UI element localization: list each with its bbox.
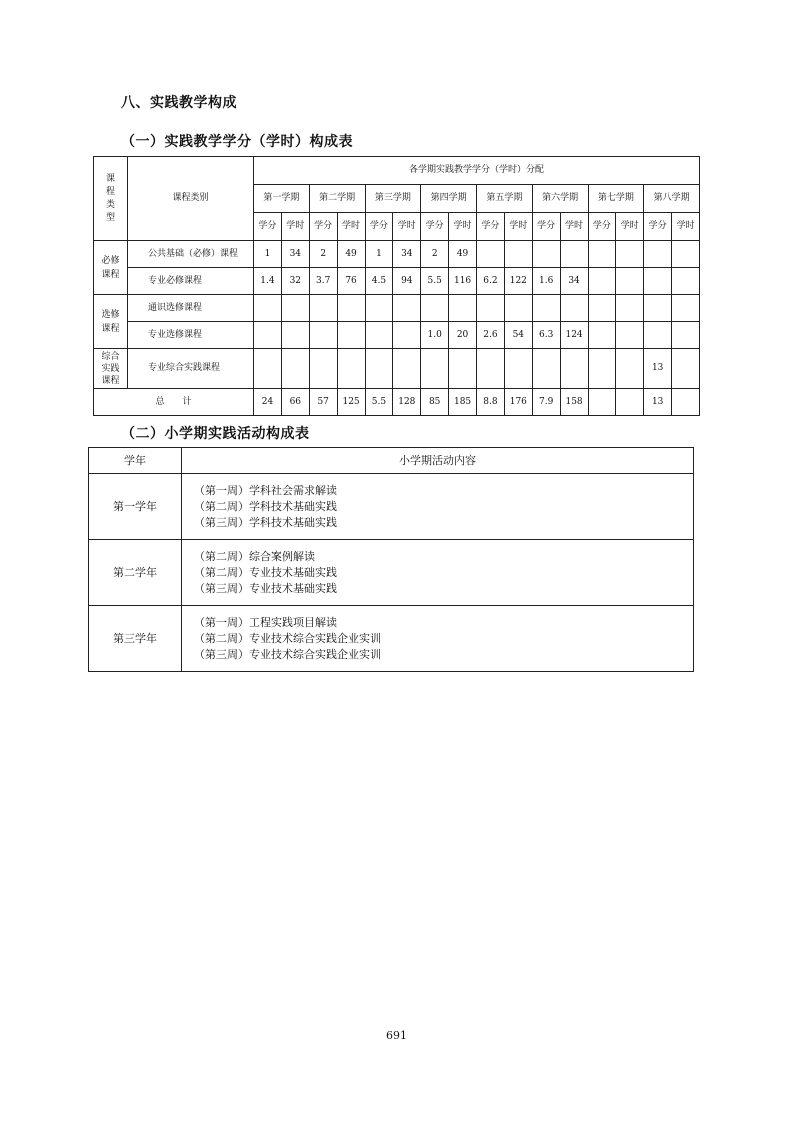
credit-header: 学分 bbox=[588, 213, 616, 241]
header-semester-distribution: 各学期实践教学学分（学时）分配 bbox=[254, 157, 700, 185]
cell bbox=[616, 241, 644, 268]
cell bbox=[588, 389, 616, 416]
activities-cell bbox=[182, 606, 694, 672]
cell: 6.3 bbox=[532, 322, 560, 349]
cell: 1 bbox=[365, 241, 393, 268]
cell bbox=[504, 295, 532, 322]
cell bbox=[393, 349, 421, 389]
year-cell: 第二学年 bbox=[89, 540, 182, 606]
cell: 3.7 bbox=[309, 268, 337, 295]
cell bbox=[532, 349, 560, 389]
cell: 34 bbox=[281, 241, 309, 268]
credit-header: 学分 bbox=[532, 213, 560, 241]
header-course-category: 课程类别 bbox=[128, 157, 254, 241]
cell bbox=[672, 322, 700, 349]
cell: 24 bbox=[254, 389, 282, 416]
cell bbox=[365, 322, 393, 349]
hours-header: 学时 bbox=[616, 213, 644, 241]
header-year: 学年 bbox=[89, 448, 182, 474]
cell bbox=[616, 322, 644, 349]
cell bbox=[365, 295, 393, 322]
cell bbox=[588, 322, 616, 349]
cell: 2 bbox=[309, 241, 337, 268]
cell: 76 bbox=[337, 268, 365, 295]
cell: 116 bbox=[449, 268, 477, 295]
hours-header: 学时 bbox=[449, 213, 477, 241]
table-row bbox=[94, 268, 700, 295]
cell: 5.5 bbox=[421, 268, 449, 295]
cell: 1.0 bbox=[421, 322, 449, 349]
cell bbox=[449, 349, 477, 389]
cell bbox=[560, 349, 588, 389]
table-row bbox=[94, 241, 700, 268]
semester-header: 第四学期 bbox=[421, 185, 477, 213]
semester-header: 第二学期 bbox=[309, 185, 365, 213]
cell bbox=[504, 241, 532, 268]
cell: 32 bbox=[281, 268, 309, 295]
cell bbox=[560, 241, 588, 268]
hours-header: 学时 bbox=[281, 213, 309, 241]
cell: 7.9 bbox=[532, 389, 560, 416]
cell bbox=[616, 268, 644, 295]
table-row bbox=[94, 349, 700, 389]
cell bbox=[504, 349, 532, 389]
year-cell: 第三学年 bbox=[89, 606, 182, 672]
cell: 125 bbox=[337, 389, 365, 416]
cell bbox=[616, 295, 644, 322]
group-elective: 选修课程 bbox=[94, 295, 128, 349]
cell bbox=[337, 322, 365, 349]
short-term-activity-table bbox=[88, 447, 694, 672]
activity-item: （第一周）工程实践项目解读 bbox=[194, 615, 337, 629]
cell: 20 bbox=[449, 322, 477, 349]
table-row bbox=[89, 474, 694, 540]
cell: 1 bbox=[254, 241, 282, 268]
activities-cell bbox=[182, 540, 694, 606]
cell bbox=[449, 295, 477, 322]
header-course-type: 课程类型 bbox=[94, 157, 128, 241]
activity-item: （第二周）专业技术综合实践企业实训 bbox=[194, 631, 381, 645]
activity-item: （第二周）学科技术基础实践 bbox=[194, 499, 337, 513]
activity-item: （第一周）学科社会需求解读 bbox=[194, 483, 337, 497]
cell bbox=[337, 349, 365, 389]
cell bbox=[393, 322, 421, 349]
cell: 85 bbox=[421, 389, 449, 416]
row-name: 专业综合实践课程 bbox=[128, 349, 254, 389]
cell bbox=[281, 322, 309, 349]
activity-item: （第二周）专业技术基础实践 bbox=[194, 565, 337, 579]
credit-header: 学分 bbox=[421, 213, 449, 241]
hours-header: 学时 bbox=[337, 213, 365, 241]
cell: 54 bbox=[504, 322, 532, 349]
cell bbox=[644, 241, 672, 268]
cell bbox=[616, 349, 644, 389]
group-comprehensive: 综合实践课程 bbox=[94, 349, 128, 389]
cell: 34 bbox=[560, 268, 588, 295]
year-cell: 第一学年 bbox=[89, 474, 182, 540]
cell bbox=[421, 349, 449, 389]
cell bbox=[254, 349, 282, 389]
cell bbox=[365, 349, 393, 389]
cell bbox=[644, 295, 672, 322]
semester-header: 第六学期 bbox=[532, 185, 588, 213]
cell: 34 bbox=[393, 241, 421, 268]
cell bbox=[477, 241, 505, 268]
cell: 49 bbox=[449, 241, 477, 268]
cell: 49 bbox=[337, 241, 365, 268]
cell: 2.6 bbox=[477, 322, 505, 349]
cell: 124 bbox=[560, 322, 588, 349]
hours-header: 学时 bbox=[672, 213, 700, 241]
semester-header: 第五学期 bbox=[477, 185, 533, 213]
cell: 158 bbox=[560, 389, 588, 416]
table-row bbox=[94, 295, 700, 322]
credit-header: 学分 bbox=[365, 213, 393, 241]
group-required: 必修课程 bbox=[94, 241, 128, 295]
cell bbox=[672, 295, 700, 322]
activity-item: （第三周）专业技术综合实践企业实训 bbox=[194, 647, 381, 661]
cell: 6.2 bbox=[477, 268, 505, 295]
semester-header: 第八学期 bbox=[644, 185, 700, 213]
table2-title: （二）小学期实践活动构成表 bbox=[121, 426, 310, 442]
table-row bbox=[89, 540, 694, 606]
activity-item: （第二周）综合案例解读 bbox=[194, 549, 315, 563]
row-name: 专业选修课程 bbox=[128, 322, 254, 349]
hours-header: 学时 bbox=[393, 213, 421, 241]
cell bbox=[532, 295, 560, 322]
semester-header: 第三学期 bbox=[365, 185, 421, 213]
practice-credit-table bbox=[93, 156, 700, 416]
cell: 66 bbox=[281, 389, 309, 416]
table1-title: （一）实践教学学分（学时）构成表 bbox=[121, 134, 353, 150]
row-name: 公共基础（必修）课程 bbox=[128, 241, 254, 268]
cell: 8.8 bbox=[477, 389, 505, 416]
table-row bbox=[89, 606, 694, 672]
cell: 94 bbox=[393, 268, 421, 295]
cell: 13 bbox=[644, 389, 672, 416]
cell bbox=[337, 295, 365, 322]
cell bbox=[672, 389, 700, 416]
cell bbox=[254, 295, 282, 322]
cell bbox=[309, 349, 337, 389]
cell bbox=[281, 295, 309, 322]
total-label: 总 计 bbox=[94, 389, 254, 416]
cell bbox=[560, 295, 588, 322]
activity-item: （第三周）专业技术基础实践 bbox=[194, 581, 337, 595]
cell bbox=[588, 295, 616, 322]
cell bbox=[616, 389, 644, 416]
cell bbox=[672, 241, 700, 268]
cell: 13 bbox=[644, 349, 672, 389]
cell bbox=[254, 322, 282, 349]
cell bbox=[309, 322, 337, 349]
credit-header: 学分 bbox=[644, 213, 672, 241]
page-number: 691 bbox=[386, 1029, 407, 1042]
semester-header: 第七学期 bbox=[588, 185, 644, 213]
cell: 1.6 bbox=[532, 268, 560, 295]
cell bbox=[477, 349, 505, 389]
cell: 122 bbox=[504, 268, 532, 295]
row-name: 专业必修课程 bbox=[128, 268, 254, 295]
cell bbox=[644, 322, 672, 349]
hours-header: 学时 bbox=[560, 213, 588, 241]
cell bbox=[588, 349, 616, 389]
cell bbox=[309, 295, 337, 322]
table-row bbox=[94, 322, 700, 349]
cell: 1.4 bbox=[254, 268, 282, 295]
activities-cell bbox=[182, 474, 694, 540]
cell bbox=[588, 241, 616, 268]
cell: 185 bbox=[449, 389, 477, 416]
cell bbox=[672, 349, 700, 389]
cell: 128 bbox=[393, 389, 421, 416]
hours-header: 学时 bbox=[504, 213, 532, 241]
cell bbox=[421, 295, 449, 322]
section-title: 八、实践教学构成 bbox=[121, 95, 237, 111]
cell: 4.5 bbox=[365, 268, 393, 295]
cell bbox=[588, 268, 616, 295]
cell: 176 bbox=[504, 389, 532, 416]
cell bbox=[672, 268, 700, 295]
cell: 5.5 bbox=[365, 389, 393, 416]
credit-header: 学分 bbox=[477, 213, 505, 241]
activity-item: （第三周）学科技术基础实践 bbox=[194, 515, 337, 529]
cell: 57 bbox=[309, 389, 337, 416]
total-row bbox=[94, 389, 700, 416]
cell bbox=[644, 268, 672, 295]
cell bbox=[532, 241, 560, 268]
semester-header: 第一学期 bbox=[254, 185, 310, 213]
header-content: 小学期活动内容 bbox=[182, 448, 694, 474]
cell bbox=[281, 349, 309, 389]
credit-header: 学分 bbox=[309, 213, 337, 241]
row-name: 通识选修课程 bbox=[128, 295, 254, 322]
cell bbox=[477, 295, 505, 322]
credit-header: 学分 bbox=[254, 213, 282, 241]
cell bbox=[393, 295, 421, 322]
cell: 2 bbox=[421, 241, 449, 268]
